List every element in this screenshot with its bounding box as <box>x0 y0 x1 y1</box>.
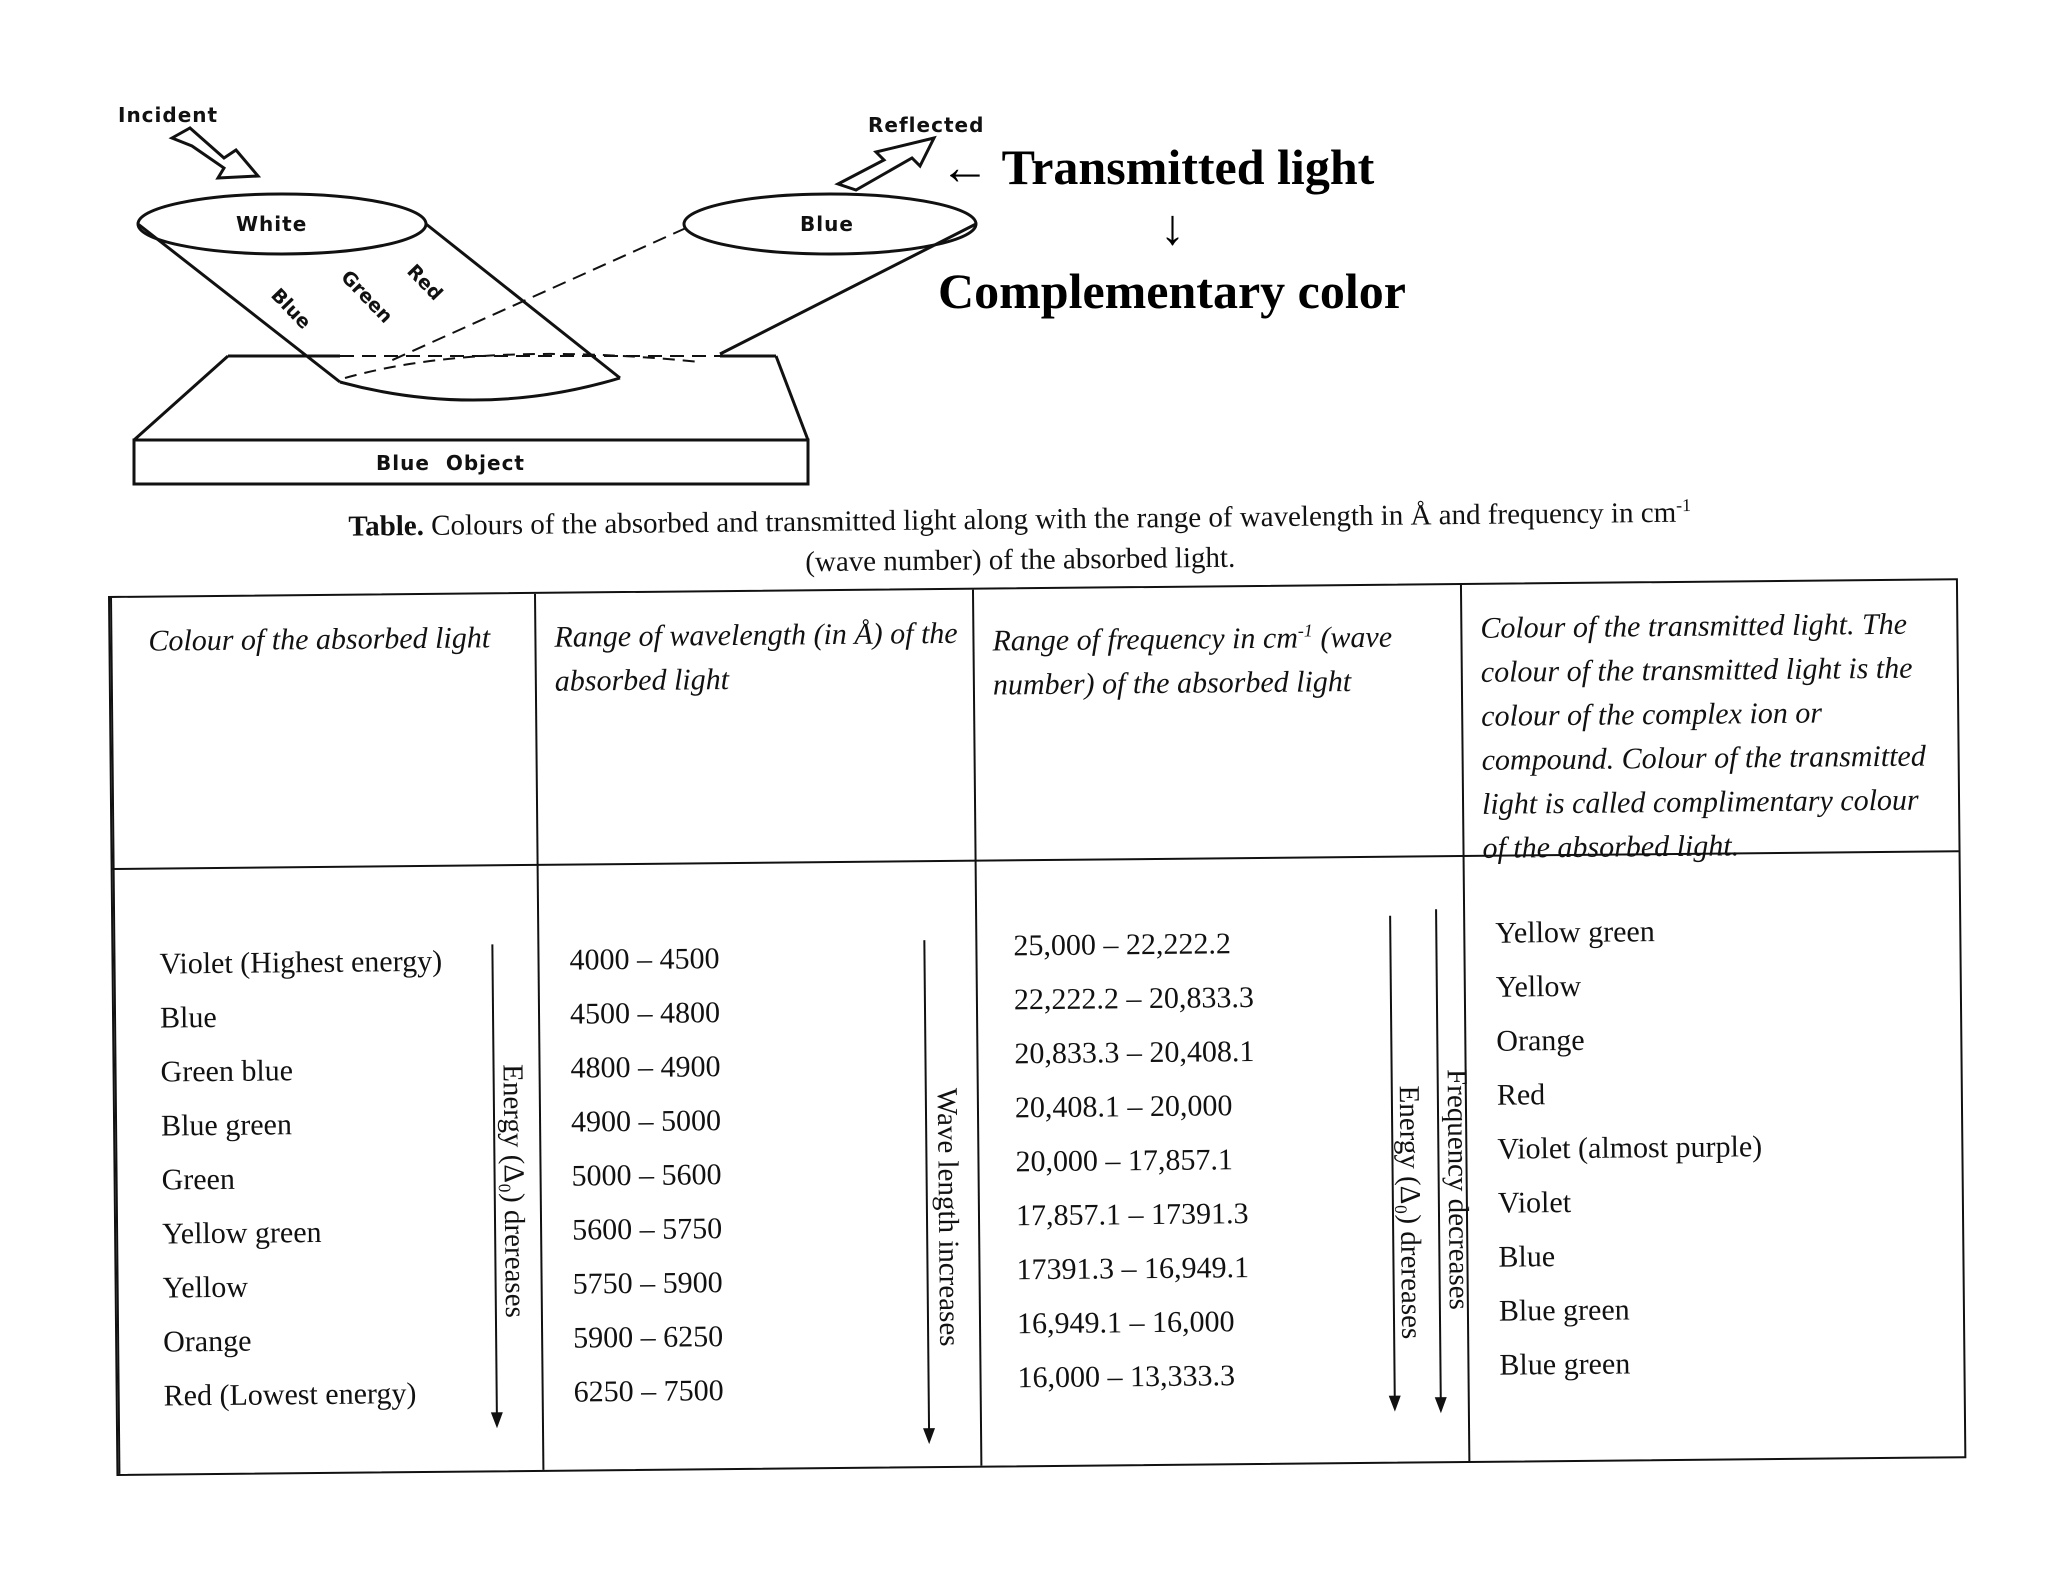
table-cell: Orange <box>1496 1023 1585 1058</box>
table-cell: Orange <box>163 1324 252 1359</box>
transmitted-colour-list <box>1495 904 1764 1393</box>
table-cell: 17391.3 – 16,949.1 <box>1016 1251 1250 1287</box>
table-cell: Blue <box>1498 1240 1556 1274</box>
blue-object-label: Blue Object <box>376 451 525 475</box>
light-reflection-diagram <box>0 0 2048 520</box>
wavelength-note: Wave length increases <box>930 1087 966 1347</box>
caption-superscript: -1 <box>1676 494 1692 516</box>
incident-arrow-icon <box>172 128 258 178</box>
absorbed-colour-list <box>159 935 446 1424</box>
table-cell: Blue green <box>160 1108 293 1143</box>
transmitted-light-heading: ← Transmitted light <box>940 139 1375 195</box>
caption-line-2: (wave number) of the absorbed light. <box>805 541 1236 578</box>
absorbed-colour-header: Colour of the absorbed light <box>148 621 491 658</box>
table-cell: 6250 – 7500 <box>573 1374 724 1409</box>
table-cell: 5600 – 5750 <box>571 1212 723 1247</box>
table-cell: Red <box>1496 1078 1546 1112</box>
wavelength-column <box>534 590 980 1470</box>
table-cell: Red (Lowest energy) <box>163 1377 417 1413</box>
reflected-arrow-icon <box>838 138 934 190</box>
incident-label: Incident <box>118 103 219 127</box>
energy-arrow-2-icon <box>1389 1396 1401 1412</box>
table-cell: Violet (Highest energy) <box>159 944 443 981</box>
table-cell: Yellow <box>162 1270 249 1305</box>
wavelength-header: Range of wavelength (in Å) of the absorbed light <box>554 616 958 698</box>
absorbed-colour-column <box>110 594 542 1474</box>
reflected-label: Reflected <box>868 113 985 137</box>
frequency-header: Range of frequency in $cm^{-1}$ (wave number) of the absorbed light <box>992 620 1393 702</box>
table-cell: Yellow <box>1495 969 1582 1004</box>
down-arrow-icon: ↓ <box>1160 199 1185 255</box>
table-cell: Blue green <box>1498 1293 1630 1328</box>
colour-absorption-table <box>108 578 1966 1476</box>
table-cell: 16,000 – 13,333.3 <box>1017 1359 1236 1395</box>
table-cell: 4900 – 5000 <box>570 1104 722 1139</box>
frequency-note: Frequency decreases <box>1440 1068 1475 1310</box>
table-cell: Yellow green <box>161 1215 322 1251</box>
green-ray-label: Green <box>336 266 397 328</box>
table-cell: 5000 – 5600 <box>571 1158 722 1193</box>
caption-line-1: Colours of the absorbed and transmitted light along with the range of wavelength in Å and frequency in cm <box>431 496 1677 542</box>
complementary-color-heading: Complementary color <box>938 263 1406 319</box>
energy-note: Energy (Δ₀) drereases <box>496 1063 531 1318</box>
table-cell: 20,408.1 – 20,000 <box>1014 1089 1233 1125</box>
caption-lead: Table. <box>348 509 425 543</box>
table-caption <box>160 483 1881 589</box>
table-cell: Blue <box>159 1000 217 1035</box>
frequency-column <box>972 585 1475 1466</box>
transmitted-colour-column <box>1460 580 1964 1461</box>
wavelength-arrow-icon <box>923 1428 935 1444</box>
table-cell: Yellow green <box>1495 915 1655 950</box>
table-cell: 25,000 – 22,222.2 <box>1013 927 1232 963</box>
frequency-list <box>1013 917 1258 1405</box>
frequency-arrow-icon <box>1435 1397 1447 1413</box>
table-cell: Green blue <box>160 1054 294 1089</box>
table-cell: 4800 – 4900 <box>570 1050 721 1085</box>
white-label: White <box>236 212 308 236</box>
energy-arrow-icon <box>491 1412 503 1428</box>
transmitted-colour-header: Colour of the transmitted light. The colour of the transmitted light is the colour of the complex ion or compound. Colour of the transmitted light is called complimentary colour of the absorbed light. <box>1480 607 1926 865</box>
table-cell: 4000 – 4500 <box>569 942 720 977</box>
energy-note-2: Energy (Δ₀) drereases <box>1392 1085 1428 1340</box>
table-cell: 17,857.1 – 17391.3 <box>1015 1197 1249 1233</box>
table-cell: 5900 – 6250 <box>572 1320 724 1355</box>
table-cell: 5750 – 5900 <box>572 1266 723 1301</box>
table-cell: 20,000 – 17,857.1 <box>1015 1143 1234 1179</box>
table-cell: Green <box>161 1162 236 1197</box>
table-cell: 22,222.2 – 20,833.3 <box>1013 981 1255 1017</box>
blue-beam-label: Blue <box>800 212 854 236</box>
table-cell: 16,949.1 – 16,000 <box>1016 1305 1235 1341</box>
wavelength-list <box>569 932 724 1419</box>
blue-ray-label: Blue <box>266 284 316 334</box>
table-cell: 4500 – 4800 <box>569 996 721 1031</box>
table-cell: 20,833.3 – 20,408.1 <box>1014 1035 1255 1071</box>
table-cell: Violet <box>1497 1185 1572 1220</box>
table-cell: Blue green <box>1499 1347 1631 1382</box>
red-ray-label: Red <box>402 260 447 306</box>
table-cell: Violet (almost purple) <box>1497 1130 1763 1166</box>
